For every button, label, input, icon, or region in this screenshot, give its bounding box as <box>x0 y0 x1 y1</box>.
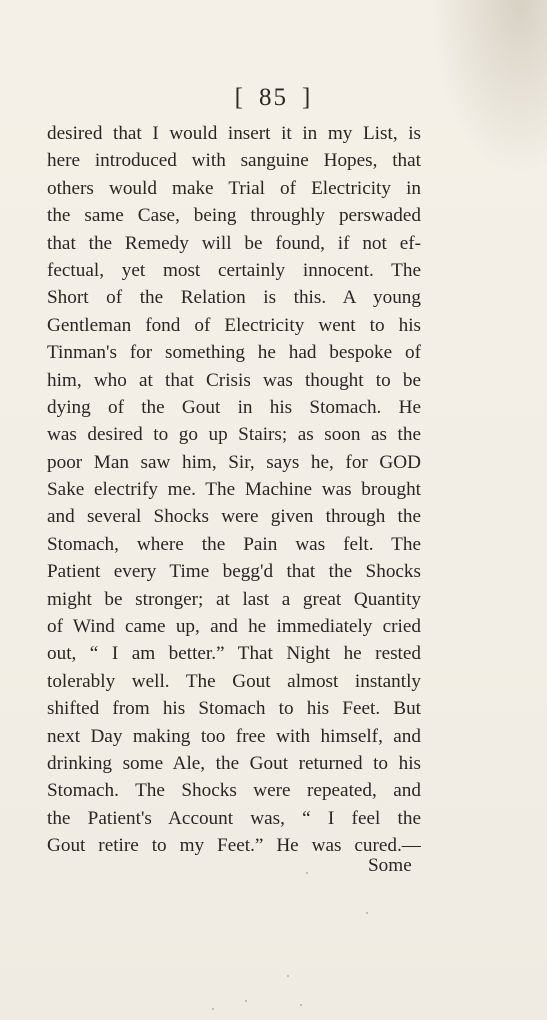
text-line: tolerably well. The Gout almost instantly <box>47 670 421 692</box>
text-line: Patient every Time begg'd that the Shocks <box>47 561 421 583</box>
text-line: others would make Trial of Electricity in <box>47 177 421 199</box>
catchword: Some <box>368 855 412 876</box>
text-line: the same Case, being throughly perswaded <box>47 205 421 227</box>
text-line: was desired to go up Stairs; as soon as the <box>47 424 421 446</box>
paper-speck <box>306 872 308 874</box>
text-line: that the Remedy will be found, if not ef- <box>47 232 421 254</box>
text-line: poor Man saw him, Sir, says he, for GOD <box>47 451 421 473</box>
text-line: Stomach. The Shocks were repeated, and <box>47 780 421 802</box>
text-line: the Patient's Account was, “ I feel the <box>47 807 421 829</box>
paper-speck <box>300 1004 302 1006</box>
text-line: next Day making too free with himself, and <box>47 725 421 747</box>
bracket-open: [ <box>234 84 245 111</box>
paper-speck <box>287 975 289 977</box>
text-line: of Wind came up, and he immediately cried <box>47 616 421 638</box>
text-line: out, “ I am better.” That Night he rested <box>47 643 421 665</box>
bracket-close: ] <box>302 84 313 111</box>
text-line: Gentleman fond of Electricity went to his <box>47 314 421 336</box>
text-line: Stomach, where the Pain was felt. The <box>47 533 421 555</box>
text-line: Tinman's for something he had bespoke of <box>47 342 421 364</box>
text-line: him, who at that Crisis was thought to be <box>47 369 421 391</box>
text-line: Gout retire to my Feet.” He was cured.— <box>47 835 421 857</box>
text-line: drinking some Ale, the Gout returned to his <box>47 752 421 774</box>
page-number: 85 <box>259 84 288 111</box>
paper-speck <box>245 1000 247 1002</box>
text-line: Short of the Relation is this. A young <box>47 287 421 309</box>
text-line: and several Shocks were given through the <box>47 506 421 528</box>
text-line: might be stronger; at last a great Quantity <box>47 588 421 610</box>
page-header <box>0 84 547 112</box>
text-line: shifted from his Stomach to his Feet. But <box>47 698 421 720</box>
text-line: desired that I would insert it in my List, is <box>47 123 421 144</box>
body-text <box>47 120 421 860</box>
text-line: fectual, yet most certainly innocent. The <box>47 259 421 281</box>
text-line: Sake electrify me. The Machine was brought <box>47 479 421 501</box>
paper-speck <box>212 1008 214 1010</box>
paper-speck <box>366 912 368 914</box>
text-line: here introduced with sanguine Hopes, that <box>47 150 421 172</box>
text-line: dying of the Gout in his Stomach. He <box>47 396 421 418</box>
